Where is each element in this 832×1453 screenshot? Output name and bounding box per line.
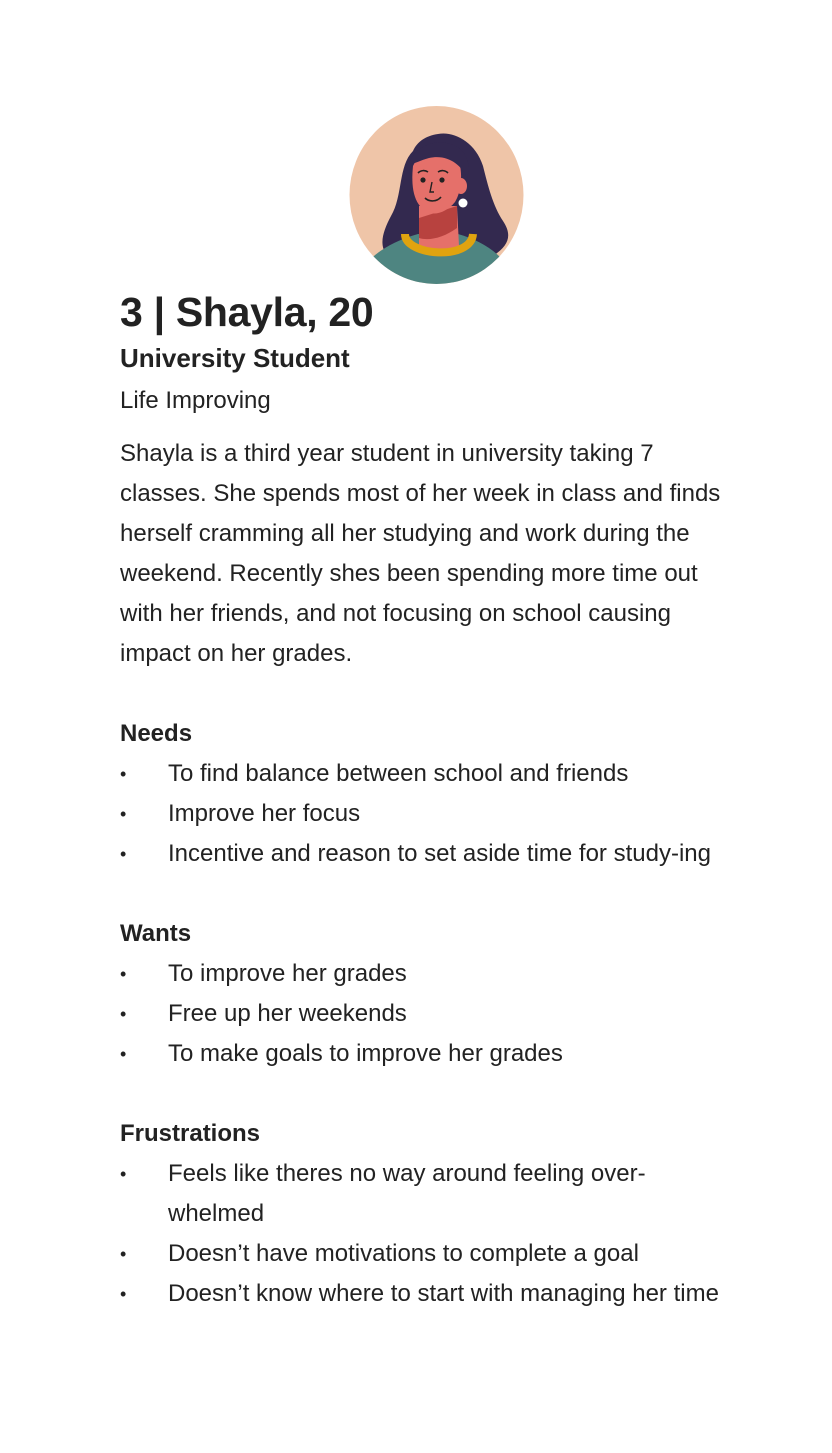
bullet-icon: •: [120, 844, 127, 864]
list-item: [120, 1274, 740, 1314]
bullet-icon: •: [120, 1044, 127, 1064]
frustrations-list: [120, 1154, 740, 1314]
persona-title: 3 | Shayla, 20: [120, 289, 374, 335]
list-item: [120, 954, 740, 994]
list-item-text: Improve her focus: [168, 800, 361, 827]
list-item: [120, 834, 740, 874]
list-item: [120, 1234, 740, 1274]
wants-heading: Wants: [120, 920, 192, 947]
list-item: [120, 794, 740, 834]
persona-card: [120, 286, 740, 1314]
list-item-text: To improve her grades: [168, 960, 407, 987]
persona-description: Shayla is a third year student in university taking 7 classes. She spends most of her week in class and finds herself cramming all her studying and work during the weekend. Recently shes been spending more time out with her friends, and not focusing on school causing impact on her grades.: [120, 440, 721, 667]
frustrations-section: [120, 1114, 740, 1314]
frustrations-heading: Frustrations: [120, 1120, 261, 1147]
needs-list: [120, 754, 740, 874]
persona-tag: Life Improving: [120, 387, 271, 414]
list-item: [120, 994, 740, 1034]
list-item-text: To find balance between school and friends: [168, 760, 629, 787]
list-item-text: Free up her weekends: [168, 1000, 407, 1027]
bullet-icon: •: [120, 1284, 127, 1304]
bullet-icon: •: [120, 964, 127, 984]
persona-role: University Student: [120, 343, 350, 373]
list-item-text: Incentive and reason to set aside time for study-ing: [168, 840, 711, 867]
needs-heading: Needs: [120, 720, 193, 747]
list-item-text: Feels like theres no way around feeling over-whelmed: [168, 1160, 646, 1227]
bullet-icon: •: [120, 1164, 127, 1184]
list-item-text: Doesn’t know where to start with managing her time: [168, 1280, 719, 1307]
bullet-icon: •: [120, 1244, 127, 1264]
bullet-icon: •: [120, 804, 127, 824]
list-item: [120, 1034, 740, 1074]
bullet-icon: •: [120, 1004, 127, 1024]
list-item-text: Doesn’t have motivations to complete a goal: [168, 1240, 639, 1267]
wants-list: [120, 954, 740, 1074]
needs-section: [120, 714, 740, 874]
avatar: [343, 106, 530, 286]
wants-section: [120, 914, 740, 1074]
list-item-text: To make goals to improve her grades: [168, 1040, 563, 1067]
list-item: [120, 1154, 740, 1234]
bullet-icon: •: [120, 764, 127, 784]
list-item: [120, 754, 740, 794]
